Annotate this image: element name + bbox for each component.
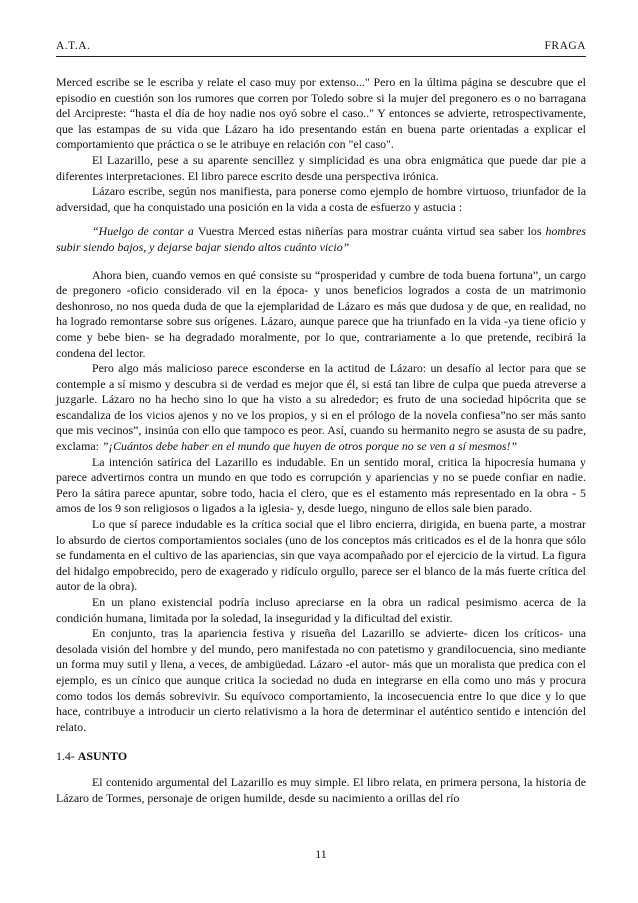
paragraph: Lo que sí parece indudable es la crítica social que el libro encierra, dirigida, en buena parte, a mostrar lo absurdo de ciertos comportamientos sociales (uno de los conceptos más criticados es el de la honra que sólo se fundamenta en el cultivo de las apariencias, sin que vaya acompañado por el ejercicio de la virtud. La figura del hidalgo empobrecido, pero de exagerado y ridículo orgullo, parece ser el blanco de la más fuerte crítica del autor de la obra).: [56, 517, 586, 594]
quote-part: hombres subir siendo bajos, y dejarse bajar siendo altos cuánto vicio”: [56, 224, 586, 254]
quote-part: “Huelgo de contar a: [92, 224, 198, 239]
paragraph: En conjunto, tras la apariencia festiva y risueña del Lazarillo se advierte- dicen los críticos- una desolada visión del hombre y del mundo, pero manifestada no con patetismo y grandilocuencia, sino mediante un forma muy sutil y llena, a veces, de ambigüedad. Lázaro -el autor- más que un moralista que predica con el ejemplo, es un cínico que aunque critica la sociedad no duda en integrarse en ella como uno más y procura como todos los demás sobrevivir. Su equívoco comportamiento, la incosecuencia entre lo que dice y lo que hace, contribuye a introducir un cierto relativismo a la hora de determinar el auténtico sentido e intención del relato.: [56, 626, 586, 734]
paragraph: Ahora bien, cuando vemos en qué consiste su “prosperidad y cumbre de toda buena fortuna”, un cargo de pregonero -oficio considerado vil en la época- y unos beneficios logrados a costa de un matrimonio deshonroso, no nos queda duda de que la ejemplaridad de Lázaro es más que dudosa y de que, en realidad, no ha logrado remontarse sobre sus orígenes. Lázaro, aunque parece que ha triunfado en la vida -ya tiene oficio y come y bebe bien- se ha degradado moralmente, por lo que, contrariamente a lo que pretende, recibirá la condena del lector.: [56, 267, 586, 360]
paragraph: El Lazarillo, pese a su aparente sencillez y simplicidad es una obra enigmática que puede dar pie a diferentes interpretaciones. El libro parece escrito desde una perspectiva irónica.: [56, 152, 586, 183]
paragraph: Merced escribe se le escriba y relate el caso muy por extenso..." Pero en la última página se descubre que el episodio en cuestión son los rumores que corren por Toledo sobre si la mujer del pregonero es o no barragana del Arcipreste: “hasta el día de hoy nadie nos oyó sobre el caso.." Y entonces se advierte, retrospectivamente, que las estampas de su vida que Lázaro ha ido presentando están en buena parte orientadas a explicar el comportamiento que práctica o se le atribuye en relación con "el caso".: [56, 75, 586, 152]
paragraph: [56, 361, 586, 455]
section-name: ASUNTO: [77, 749, 128, 764]
running-header: [56, 38, 586, 57]
section-number: 1.4-: [56, 749, 78, 764]
paragraph: Lázaro escribe, según nos manifiesta, para ponerse como ejemplo de hombre virtuoso, triunfador de la adversidad, que ha conquistado una posición en la vida a costa de esfuerzo y astucia :: [56, 184, 586, 214]
inline-quote: ”¡Cuántos debe haber en el mundo que huyen de otros porque no se ven a sí mesmos!”: [101, 439, 518, 454]
paragraph: En un plano existencial podría incluso apreciarse en la obra un radical pesimismo acerca de la condición humana, limitada por la soledad, la inseguridad y la dificultad del existir.: [56, 595, 586, 625]
paragraph-text: Pero algo más malicioso parece esconderse en la actitud de Lázaro: un desafío al lector para que se contemple a sí mismo y descubra si de verdad es mejor que él, si está tan libre de culpa que pueda atreverse a juzgarle. Lázaro no ha hecho sino lo que ha visto a su alrededor; es fruto de una sociedad hipócrita que se escandaliza de los vicios ajenos y no ve los propios, y si en el prólogo de la novela confiesa”no ser más santo que mis vecinos”, insinúa con ello que tampoco es peor. Así, cuando su hermanito negro se asusta de su padre, exclama:: [56, 361, 586, 454]
body-text: [56, 75, 586, 806]
document-page: [56, 0, 586, 903]
header-left: A.T.A.: [56, 40, 91, 52]
block-quote: [56, 224, 586, 255]
page-number: 11: [315, 847, 327, 861]
paragraph: El contenido argumental del Lazarillo es muy simple. El libro relata, en primera persona, la historia de Lázaro de Tormes, personaje de origen humilde, desde su nacimiento a orillas del río: [56, 774, 586, 805]
header-right: FRAGA: [544, 40, 586, 52]
paragraph: La intención satírica del Lazarillo es indudable. En un sentido moral, critica la hipocresía humana y parece advertirnos contra un mundo en que todo es corrupción y apariencias y no se puede confiar en nadie. Pero la sátira parece apuntar, sobre todo, hacia el clero, que es el estamento más representado en la obra - 5 amos de los 9 son religiosos o ligados a la iglesia- y, desde luego, ninguno de ellos sale bien parado.: [56, 454, 586, 516]
quote-part: Vuestra Merced estas niñerías para mostrar cuánta virtud sea saber los: [197, 224, 546, 239]
section-heading: [56, 749, 586, 765]
